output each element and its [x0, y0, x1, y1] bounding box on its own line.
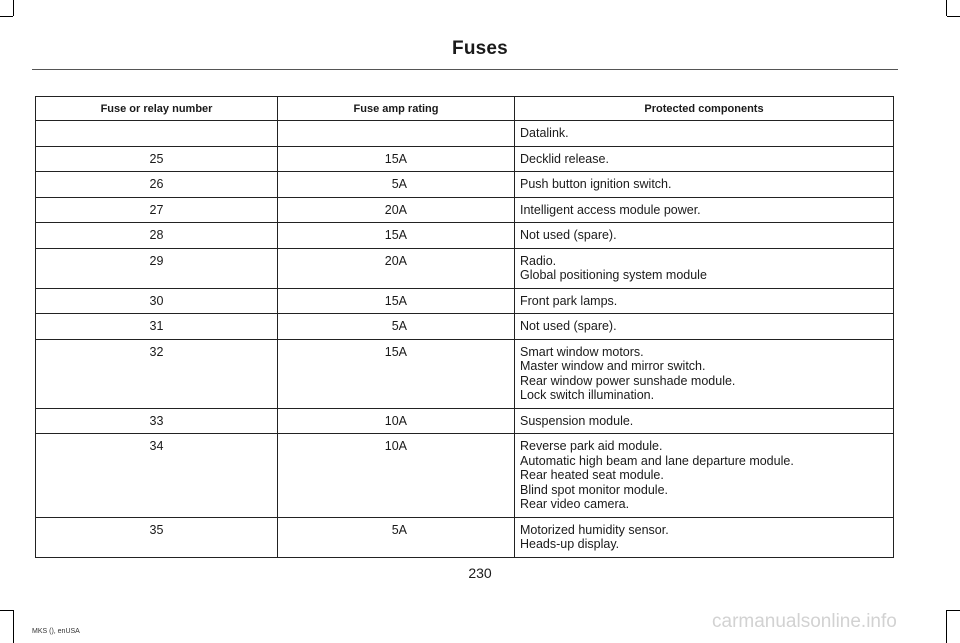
- amp-rating-cell: 20A: [278, 248, 515, 288]
- component-line: Suspension module.: [520, 413, 634, 428]
- component-line: Rear window power sunshade module.: [520, 373, 736, 388]
- crop-mark: [13, 0, 14, 16]
- protected-components-cell: [515, 314, 894, 340]
- fuse-number-cell: 27: [36, 197, 278, 223]
- table-row: [36, 146, 894, 172]
- crop-mark: [947, 610, 960, 611]
- component-line: Motorized humidity sensor.: [520, 522, 669, 537]
- component-line: Reverse park aid module.: [520, 439, 663, 453]
- amp-rating-cell: 10A: [278, 408, 515, 434]
- table-row: [36, 197, 894, 223]
- protected-components-cell: [515, 121, 894, 147]
- page-title: Fuses: [452, 38, 508, 59]
- component-line: Radio.: [520, 253, 557, 268]
- protected-components-cell: [515, 197, 894, 223]
- crop-mark: [0, 16, 13, 17]
- table-row: [36, 223, 894, 249]
- protected-components-cell: [515, 288, 894, 314]
- fuse-number-cell: 26: [36, 172, 278, 198]
- page-number: 230: [468, 565, 492, 581]
- crop-mark: [946, 610, 947, 643]
- amp-rating-cell: 10A: [278, 434, 515, 518]
- column-header-amp-rating: Fuse amp rating: [278, 97, 515, 121]
- fuse-number-cell: 34: [36, 434, 278, 518]
- fuse-table: [35, 96, 894, 558]
- protected-components-cell: [515, 223, 894, 249]
- crop-mark: [13, 610, 14, 643]
- table-row: [36, 314, 894, 340]
- table-row: [36, 248, 894, 288]
- table-row: [36, 121, 894, 147]
- amp-rating-cell: 15A: [278, 146, 515, 172]
- footer-text: MKS (), enUSA: [32, 628, 80, 635]
- component-line: Heads-up display.: [520, 537, 620, 551]
- fuse-number-cell: 30: [36, 288, 278, 314]
- amp-rating-cell: 15A: [278, 339, 515, 408]
- fuse-number-cell: 29: [36, 248, 278, 288]
- component-line: Automatic high beam and lane departure module.: [520, 453, 794, 468]
- component-line: Master window and mirror switch.: [520, 359, 706, 373]
- component-line: Front park lamps.: [520, 293, 618, 308]
- table-row: [36, 517, 894, 557]
- protected-components-cell: [515, 408, 894, 434]
- column-header-protected-components: Protected components: [515, 97, 894, 121]
- component-line: Smart window motors.: [520, 344, 644, 359]
- component-line: Lock switch illumination.: [520, 388, 655, 402]
- amp-rating-cell: 15A: [278, 223, 515, 249]
- fuse-number-cell: 33: [36, 408, 278, 434]
- fuse-number-cell: 31: [36, 314, 278, 340]
- component-line: Global positioning system module: [520, 268, 707, 282]
- component-line: Push button ignition switch.: [520, 177, 672, 191]
- crop-mark: [946, 0, 947, 16]
- protected-components-cell: [515, 517, 894, 557]
- amp-rating-cell: [278, 121, 515, 147]
- component-line: Intelligent access module power.: [520, 202, 701, 217]
- fuse-number-cell: 28: [36, 223, 278, 249]
- amp-rating-cell: 5A: [278, 172, 515, 198]
- amp-rating-cell: 5A: [278, 517, 515, 557]
- title-divider: [32, 69, 898, 70]
- table-row: [36, 339, 894, 408]
- fuse-number-cell: [36, 121, 278, 147]
- protected-components-cell: [515, 146, 894, 172]
- column-header-fuse-number: Fuse or relay number: [36, 97, 278, 121]
- protected-components-cell: [515, 248, 894, 288]
- component-line: Not used (spare).: [520, 228, 617, 242]
- crop-mark: [0, 610, 13, 611]
- amp-rating-cell: 5A: [278, 314, 515, 340]
- component-line: Blind spot monitor module.: [520, 482, 668, 497]
- table-row: [36, 288, 894, 314]
- component-line: Rear video camera.: [520, 497, 630, 511]
- protected-components-cell: [515, 339, 894, 408]
- fuse-number-cell: 25: [36, 146, 278, 172]
- amp-rating-cell: 20A: [278, 197, 515, 223]
- component-line: Datalink.: [520, 126, 569, 140]
- component-line: Rear heated seat module.: [520, 468, 664, 482]
- watermark: carmanualsonline.info: [712, 611, 897, 632]
- fuse-number-cell: 35: [36, 517, 278, 557]
- protected-components-cell: [515, 172, 894, 198]
- component-line: Not used (spare).: [520, 319, 617, 333]
- component-line: Decklid release.: [520, 151, 609, 166]
- table-row: [36, 408, 894, 434]
- crop-mark: [947, 16, 960, 17]
- table-header-row: [36, 97, 894, 121]
- amp-rating-cell: 15A: [278, 288, 515, 314]
- fuse-number-cell: 32: [36, 339, 278, 408]
- protected-components-cell: [515, 434, 894, 518]
- table-row: [36, 434, 894, 518]
- table-row: [36, 172, 894, 198]
